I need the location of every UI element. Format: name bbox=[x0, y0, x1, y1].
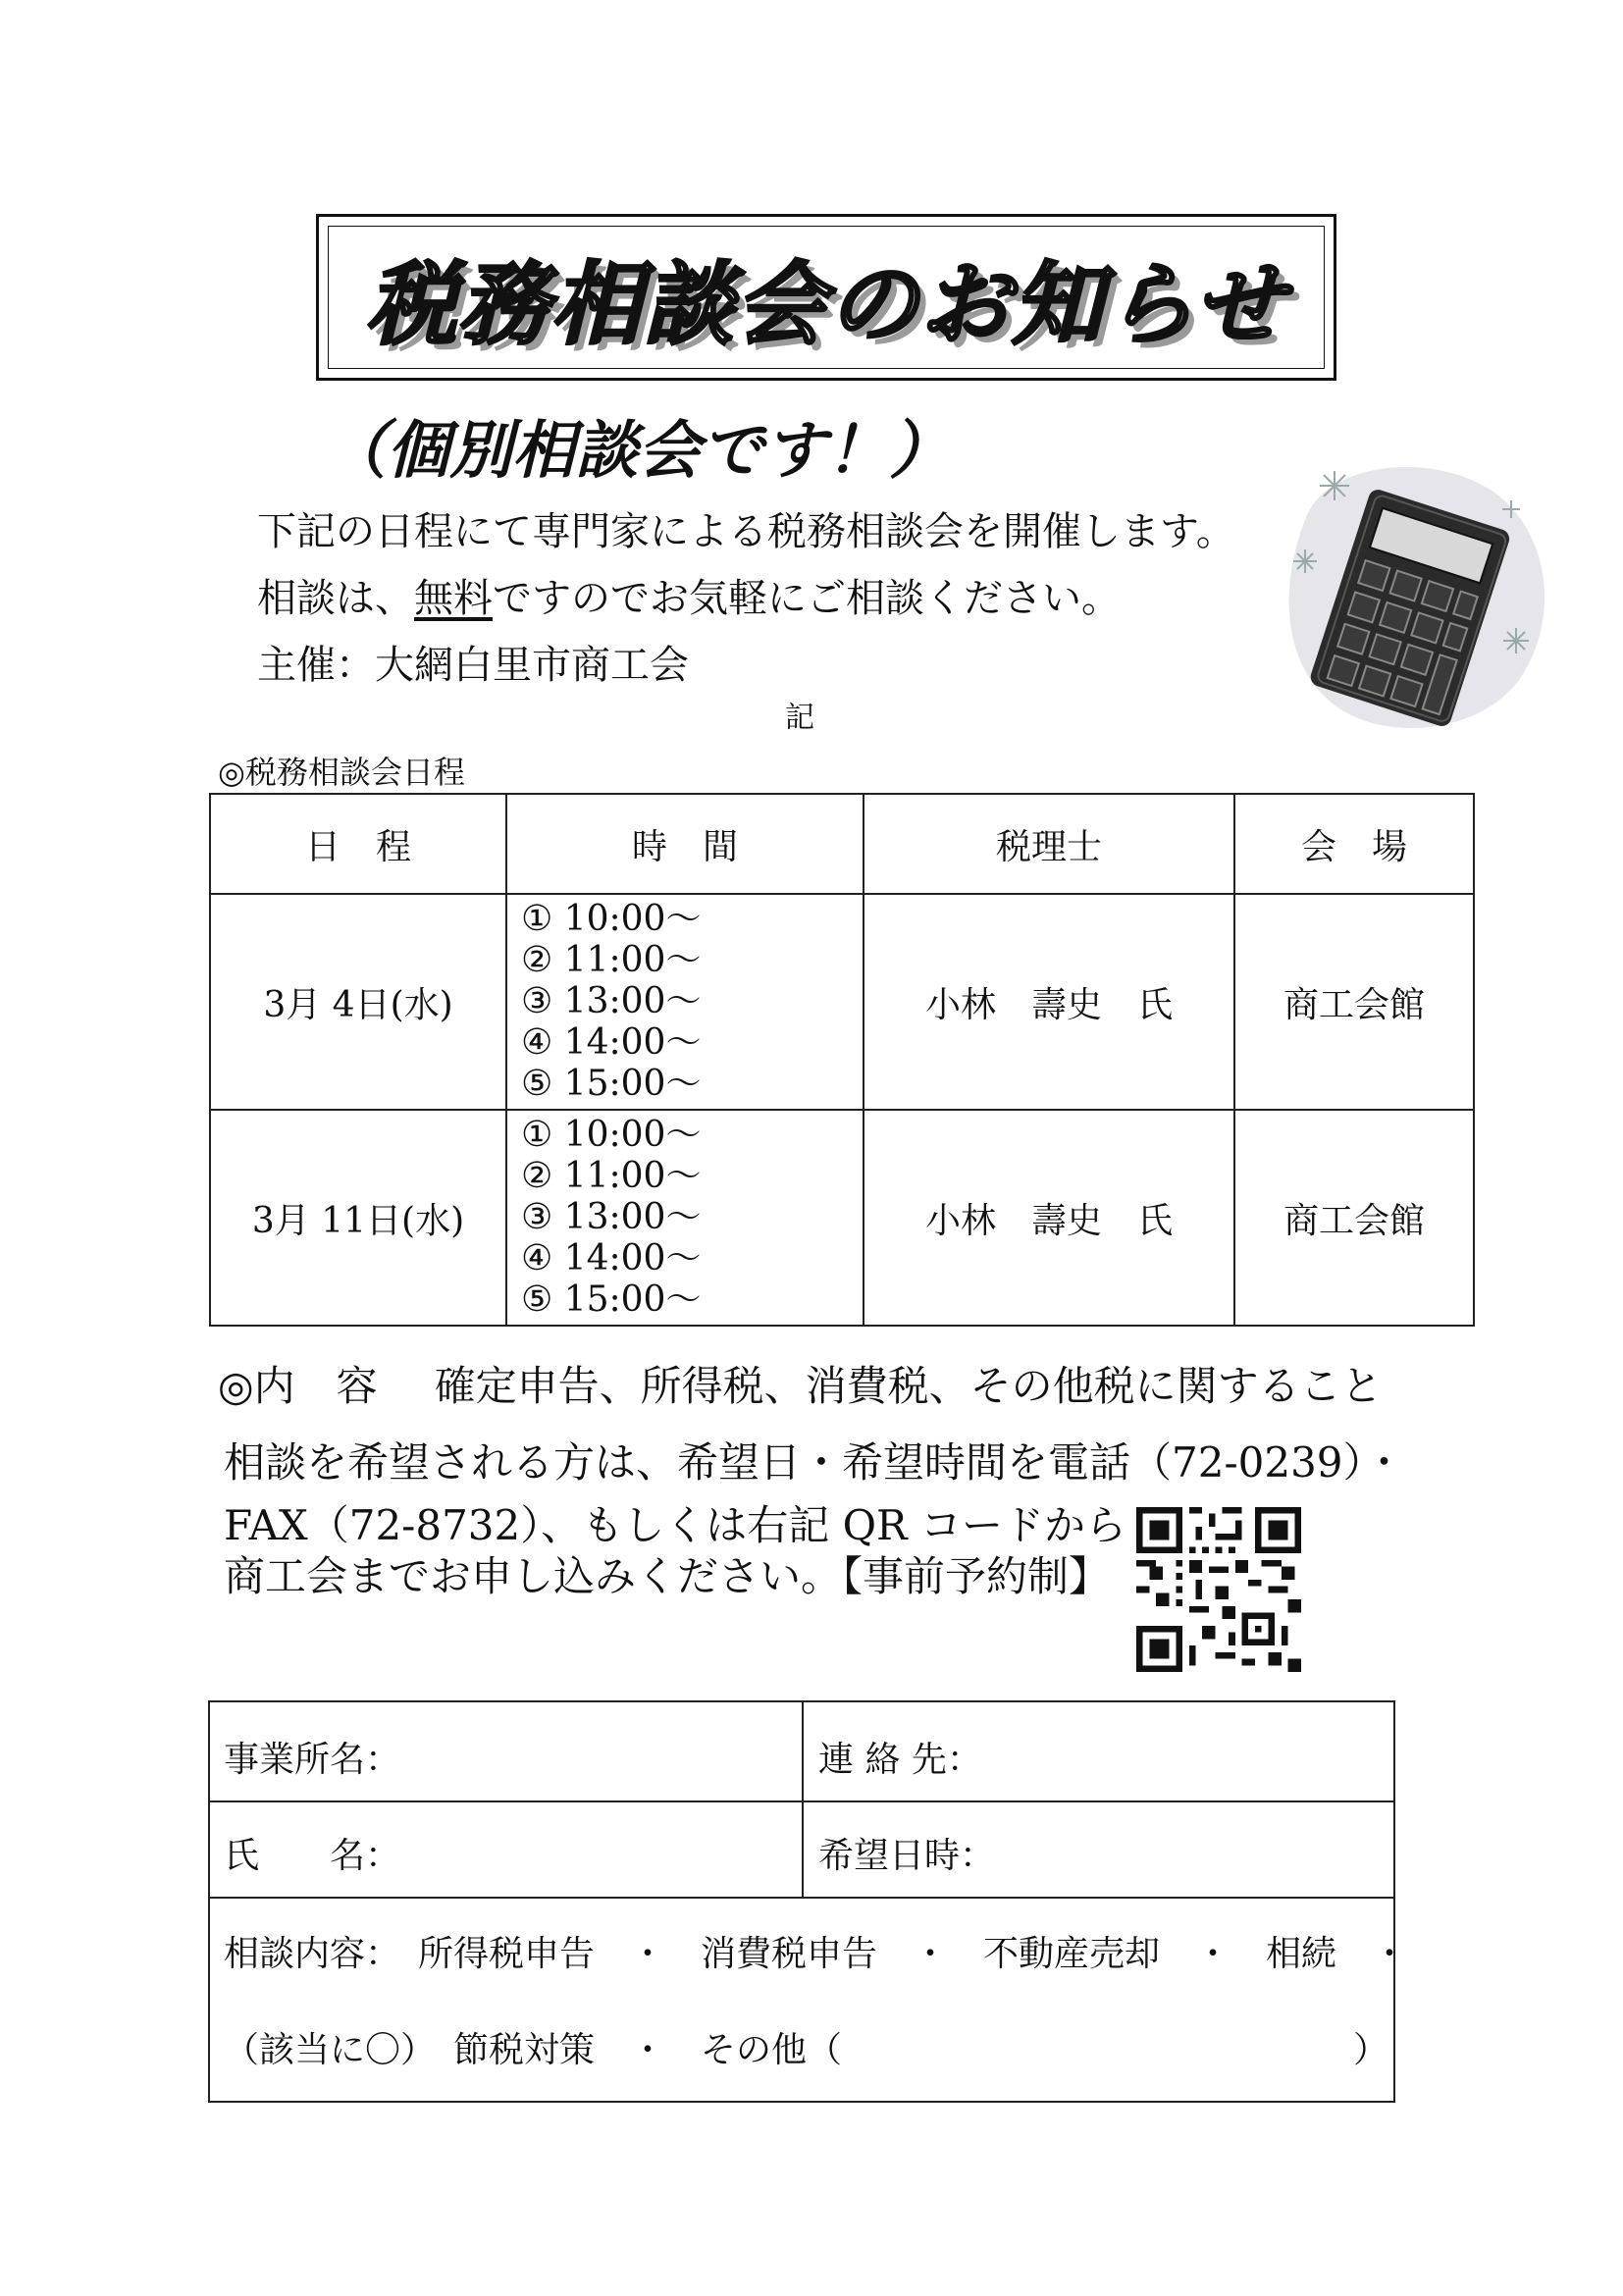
contact-field[interactable]: 連 絡 先： bbox=[818, 1740, 982, 1780]
page-title: 税務相談会のお知らせ bbox=[366, 252, 1286, 357]
other-close-paren: ） bbox=[1353, 2030, 1389, 2070]
schedule-table bbox=[209, 793, 1475, 1327]
time-slot: ① 10:00～ bbox=[521, 899, 702, 939]
content-line bbox=[218, 1354, 1383, 1413]
application-line-3: 商工会までお申し込みください。【事前予約制】 bbox=[224, 1552, 1111, 1600]
time-slot: ⑤ 15:00～ bbox=[521, 1279, 702, 1320]
time-slot: ① 10:00～ bbox=[521, 1115, 702, 1155]
row-date: 3月 4日(水) bbox=[210, 894, 506, 1110]
row-date: 3月 11日(水) bbox=[210, 1110, 506, 1326]
header-date: 日 程 bbox=[210, 794, 506, 894]
form-divider bbox=[210, 1897, 1393, 1899]
qr-code[interactable] bbox=[1136, 1507, 1301, 1672]
consult-type-options-2[interactable]: （該当に〇） 節税対策 ・ その他（ bbox=[224, 2030, 843, 2070]
application-line-2: FAX（72-8732）、もしくは右記 QR コードから bbox=[224, 1501, 1127, 1549]
title-frame bbox=[316, 214, 1336, 381]
subtitle: （個別相談会です！） bbox=[324, 415, 952, 488]
row-advisor: 小林 壽史 氏 bbox=[864, 894, 1234, 1110]
free-label: 無料 bbox=[414, 576, 493, 621]
header-time: 時 間 bbox=[506, 794, 864, 894]
time-slot: ② 11:00～ bbox=[521, 1156, 702, 1196]
schedule-header-row bbox=[210, 794, 1474, 894]
time-slot: ④ 14:00～ bbox=[521, 1238, 702, 1278]
organizer-line: 主催：大網白里市商工会 bbox=[257, 643, 689, 688]
time-slot: ④ 14:00～ bbox=[521, 1022, 702, 1063]
application-line-1: 相談を希望される方は、希望日・希望時間を電話（72-0239）・ bbox=[224, 1438, 1405, 1487]
row-times bbox=[506, 894, 864, 1110]
form-divider bbox=[802, 1702, 804, 1897]
content-label: ◎内 容 bbox=[218, 1362, 378, 1410]
intro-line-2-after: ですのでお気軽にご相談ください。 bbox=[493, 576, 1121, 621]
business-name-field[interactable]: 事業所名： bbox=[224, 1740, 401, 1780]
time-slot: ③ 13:00～ bbox=[521, 1197, 702, 1237]
time-slot: ② 11:00～ bbox=[521, 940, 702, 980]
time-slot: ⑤ 15:00～ bbox=[521, 1064, 702, 1104]
time-slot: ③ 13:00～ bbox=[521, 981, 702, 1021]
row-venue: 商工会館 bbox=[1234, 894, 1474, 1110]
table-row bbox=[210, 1110, 1474, 1326]
consult-type-options[interactable]: 相談内容： 所得税申告 ・ 消費税申告 ・ 不動産売却 ・ 相続 ・ bbox=[224, 1934, 1408, 1974]
intro-line-2-before: 相談は、 bbox=[257, 576, 414, 621]
table-row bbox=[210, 894, 1474, 1110]
name-field[interactable]: 氏 名： bbox=[224, 1836, 401, 1876]
application-form bbox=[208, 1700, 1408, 2103]
intro-line-2 bbox=[257, 567, 1121, 623]
row-venue: 商工会館 bbox=[1234, 1110, 1474, 1326]
header-venue: 会 場 bbox=[1234, 794, 1474, 894]
title-inner-frame bbox=[328, 226, 1325, 369]
row-times bbox=[506, 1110, 864, 1326]
intro-line-1: 下記の日程にて専門家による税務相談会を開催します。 bbox=[257, 509, 1235, 554]
ki-mark: 記 bbox=[785, 701, 814, 735]
row-advisor: 小林 壽史 氏 bbox=[864, 1110, 1234, 1326]
content-text: 確定申告、所得税、消費税、その他税に関すること bbox=[434, 1362, 1383, 1410]
header-advisor: 税理士 bbox=[864, 794, 1234, 894]
desired-datetime-field[interactable]: 希望日時： bbox=[818, 1836, 996, 1876]
schedule-heading: ◎税務相談会日程 bbox=[218, 754, 465, 791]
calculator-icon bbox=[1266, 451, 1550, 736]
